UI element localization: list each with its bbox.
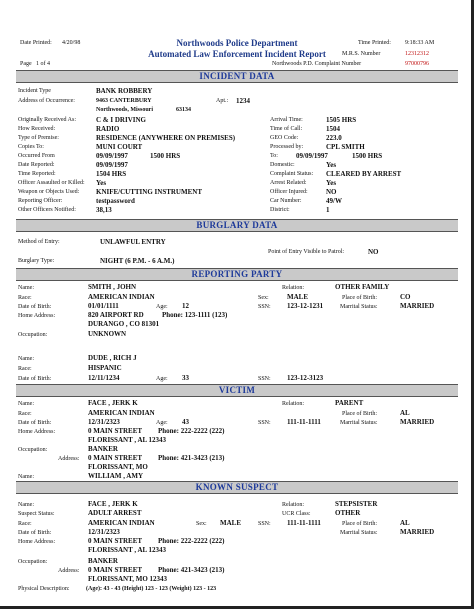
section-title: REPORTING PARTY [191,269,283,279]
rp1-home2: DURANGO , CO 81301 [88,320,160,328]
time-printed-label: Time Printed: [358,40,391,46]
rp2-name-label: Name: [18,356,34,362]
suspect-name-label: Name: [18,502,34,508]
suspect-ucr-label: UCR Class: [282,511,311,517]
rp1-race-label: Race: [18,295,32,301]
victim-marital-label: Marrital Status: [340,420,378,426]
report-title: Automated Law Enforcement Incident Report [148,49,326,59]
rp2-age: 33 [182,374,189,382]
time-printed: 9:18:33 AM [405,40,435,46]
status-label: Complaint Status: [270,171,314,177]
suspect-work1: 0 MAIN STREET [88,566,143,574]
reporting-officer: testpassword [96,197,135,205]
victim-home1: 0 MAIN STREET [88,427,143,435]
reported-label: Date Reported: [18,162,55,168]
occurred-label: Occurred From [18,153,55,159]
address-line1: 9463 CANTERBURY [96,98,152,104]
suspect-status: ADULT ARREST [88,509,142,517]
victim-occ: BANKER [88,445,118,453]
rp2-dob: 12/11/1234 [88,374,120,382]
section-title: VICTIM [218,385,256,395]
rp1-dob-label: Date of Birth: [18,304,52,310]
incident-type: BANK ROBBERY [96,87,153,95]
rp1-pob-label: Place of Birth: [342,295,377,301]
zip: 63134 [176,107,191,113]
suspect-marital-label: Marrital Status: [340,530,378,536]
section-burglary-data [16,219,458,232]
car-label: Car Number: [270,198,302,204]
rp1-marital: MARRIED [400,302,435,310]
suspect-work2: FLORISSANT, MO 12343 [88,575,168,583]
occurred-from-time: 1500 HRS [150,152,181,160]
suspect-ssn: 111-11-1111 [287,519,321,527]
district-label: District: [270,207,290,213]
suspect-race-label: Race: [18,521,32,527]
suspect-work-label: Address: [58,568,80,574]
section-reporting-party [16,268,458,281]
victim-name2: WILLIAM , AMY [88,472,144,480]
rp1-occ-label: Occupation: [18,332,48,338]
victim-ssn-label: SSN: [258,420,271,426]
suspect-relation: STEPSISTER [335,500,378,508]
suspect-home2: FLORISSANT , AL 12343 [88,546,167,554]
rp1-phone: Phone: 123-1111 (123) [162,311,228,319]
to-time: 1500 HRS [352,152,383,160]
assaulted: Yes [96,179,107,187]
how: RADIO [96,125,120,133]
rp1-ssn: 123-12-1231 [287,302,324,310]
suspect-occ: BANKER [88,557,118,565]
call: 1504 [326,125,340,133]
suspect-pob-label: Place of Birth: [342,521,377,527]
injured-label: Officer Injured: [270,189,308,195]
rp2-name: DUDE , RICH J [88,354,137,362]
suspect-dob: 12/31/2323 [88,528,120,536]
victim-race-label: Race: [18,411,32,417]
victim-age: 43 [182,418,189,426]
mrs-number: 12312312 [405,51,429,57]
time-reported: 1504 HRS [96,170,127,178]
rp2-dob-label: Date of Birth: [18,376,52,382]
suspect-pob: AL [400,519,410,527]
suspect-occ-label: Occupation: [18,559,48,565]
rp2-race: HISPANIC [88,364,122,372]
suspect-home-label: Home Address: [18,539,56,545]
rp1-name-label: Name: [18,285,34,291]
victim-name-label: Name: [18,401,34,407]
victim-race: AMERICAN INDIAN [88,409,155,417]
suspect-status-label: Suspect Status: [18,511,55,517]
victim-work2: FLORISSANT, MO [88,463,148,471]
suspect-marital: MARRIED [400,528,435,536]
reporting-officer-label: Reporting Officer: [18,198,63,204]
call-label: Time of Call: [270,126,303,132]
section-victim [16,384,458,397]
car: 49/W [326,197,342,205]
complaint-number: 97000796 [405,61,429,67]
copies-label: Copies To: [18,144,44,150]
date-printed: 4/20/98 [62,40,81,46]
suspect-race: AMERICAN INDIAN [88,519,155,527]
copies: MUNI COURT [96,143,143,151]
victim-work-phone: Phone: 421-3423 (213) [158,454,225,462]
suspect-sex-label: Sex: [196,521,207,527]
suspect-phys-label: Physical Description: [18,586,70,592]
reported: 09/09/1997 [96,161,128,169]
assaulted-label: Officer Assaulted or Killed: [18,180,85,186]
incident-type-label: Incident Type [18,88,51,94]
occurred-from: 09/09/1997 [96,152,128,160]
rp2-race-label: Race: [18,366,32,372]
arrest: Yes [326,179,337,187]
suspect-ucr: OTHER [335,509,361,517]
rp1-marital-label: Marrital Status: [340,304,378,310]
victim-relation: PARENT [335,399,364,407]
rp1-sex-label: Sex: [258,295,269,301]
suspect-work-phone: Phone: 421-3423 (213) [158,566,225,574]
section-title: INCIDENT DATA [199,71,275,81]
method: UNLAWFUL ENTRY [100,238,166,246]
suspect-home1: 0 MAIN STREET [88,537,143,545]
complaint-label: Northwoods P.D. Complaint Number [272,61,362,67]
suspect-ssn-label: SSN: [258,521,271,527]
victim-home2: FLORISSANT , AL 12343 [88,436,167,444]
rp1-occ: UNKNOWN [88,330,127,338]
victim-ssn: 111-11-1111 [287,418,321,426]
burglary-type: NIGHT (6 P.M. - 6 A.M.) [100,257,175,265]
rp2-ssn-label: SSN: [258,376,271,382]
rp1-relation: OTHER FAMILY [335,283,390,291]
rp1-race: AMERICAN INDIAN [88,293,155,301]
burglary-type-label: Burglary Type: [18,258,55,264]
victim-work-label: Address: [58,456,80,462]
victim-dob-label: Date of Birth: [18,420,52,426]
to-label: To: [270,153,278,159]
geo-label: GEO Code: [270,135,299,141]
point-label: Point of Entry Visible to Patrol: [268,249,345,255]
section-incident-data [16,70,458,83]
rp1-age-label: Age: [156,304,168,310]
time-reported-label: Time Reported: [18,171,56,177]
processed: CPL SMITH [326,143,365,151]
section-title: KNOWN SUSPECT [195,482,279,492]
notified-label: Other Officers Notified: [18,207,76,213]
weapon: KNIFE/CUTTING INSTRUMENT [96,188,202,196]
notified: 38,13 [96,206,112,214]
apt: 1234 [236,97,250,105]
rp1-pob: CO [400,293,411,301]
rp1-dob: 01/01/1111 [88,302,119,310]
orig-label: Originally Received As: [18,117,76,123]
victim-marital: MARRIED [400,418,435,426]
mrs-label: M.R.S. Number [342,51,381,57]
suspect-dob-label: Date of Birth: [18,530,52,536]
injured: NO [326,188,337,196]
section-known-suspect [16,481,458,494]
processed-label: Processed by: [270,144,304,150]
victim-name2-label: Name: [18,474,34,480]
suspect-phone: Phone: 222-2222 (222) [158,537,225,545]
victim-name: FACE , JERK K [88,399,138,407]
premise-label: Type of Premise: [18,135,59,141]
victim-relation-label: Relation: [282,401,304,407]
address-line2: Northwoods, Missouri [96,107,154,113]
domestic: Yes [326,161,337,169]
page-label: Page [20,61,32,67]
department-title: Northwoods Police Department [176,38,298,48]
page-of: 1 of 4 [36,61,50,67]
rp2-age-label: Age: [156,376,168,382]
rp1-home-label: Home Address: [18,313,56,319]
arrival-label: Arrival Time: [270,117,303,123]
status: CLEARED BY ARREST [326,170,402,178]
district: 1 [326,206,330,214]
victim-dob: 12/31/2323 [88,418,120,426]
victim-phone: Phone: 222-2222 (222) [158,427,225,435]
suspect-phys: (Age): 43 - 43 (Height) 123 - 123 (Weight) 123 - 123 [86,586,217,592]
victim-pob: AL [400,409,410,417]
rp1-age: 12 [182,302,189,310]
victim-home-label: Home Address: [18,429,56,435]
victim-age-label: Age: [156,420,168,426]
rp1-ssn-label: SSN: [258,304,271,310]
suspect-relation-label: Relation: [282,502,304,508]
rp1-sex: MALE [287,293,308,301]
weapon-label: Weapon or Objects Used: [18,189,80,195]
how-label: How Received: [18,126,56,132]
suspect-sex: MALE [220,519,241,527]
address-label: Address of Occurrence: [18,98,75,104]
geo: 223.0 [326,134,342,142]
arrest-label: Arrest Related: [270,180,307,186]
method-label: Method of Entry: [18,239,60,245]
rp2-ssn: 123-12-3123 [287,374,324,382]
point: NO [368,248,379,256]
rp1-name: SMITH , JOHN [88,283,137,291]
section-title: BURGLARY DATA [196,220,278,230]
date-printed-label: Date Printed: [20,40,52,46]
premise: RESIDENCE (ANYWHERE ON PREMISES) [96,134,236,142]
suspect-name: FACE , JERK K [88,500,138,508]
orig: C & I DRIVING [96,116,146,124]
domestic-label: Domestic: [270,162,295,168]
rp1-home1: 820 AIRPORT RD [88,311,144,319]
victim-pob-label: Place of Birth: [342,411,377,417]
victim-occ-label: Occupation: [18,447,48,453]
victim-work1: 0 MAIN STREET [88,454,143,462]
apt-label: Apt.: [216,98,229,104]
to: 09/09/1997 [296,152,328,160]
arrival: 1505 HRS [326,116,357,124]
rp1-relation-label: Relation: [282,285,304,291]
